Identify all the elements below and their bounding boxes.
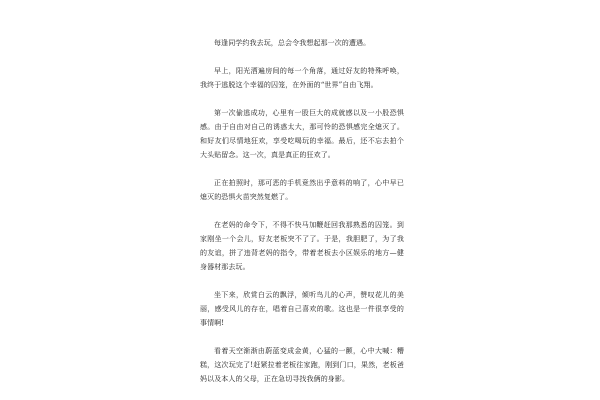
paragraph-2: 早上，阳光洒遍房间的每一个角落，通过好友的特殊呼唤，我终于逃脱这个幸福的囚笼，在外面的“世界”自由飞翔。	[200, 67, 404, 89]
paragraph-6: 坐下来，欣赏白云的飘浮，倾听鸟儿的心声，赞叹花儿的美丽，感受风儿的存在，唱着自己喜欢的歌。这也是一件很享受的事情啊!	[200, 291, 404, 327]
paragraph-5: 在老妈的命令下，不得不快马加鞭赶回我那熟悉的囚笼。到家刚坐一个会儿，好友老板突不了了。于是，我胆肥了，为了我的友谊，拼了违背老妈的指令，带着老板去小区娱乐的地方—健身器材那去玩。	[200, 221, 404, 271]
paragraph-3: 第一次偷逃成功，心里有一股巨大的成就感以及一小股恐惧感。由于自由对自己的诱惑太大，那可怜的恐惧感完全熄灭了。和好友们尽情地狂欢，享受吃喝玩的幸福。最后，还不忘去拍个大头贴留念。这一次，真是真正的狂欢了。	[200, 109, 404, 159]
document-body	[200, 36, 404, 400]
paragraph-1: 每逢同学约我去玩，总会令我想起那一次的遭遇。	[214, 39, 371, 47]
paragraph-7: 看着天空渐渐由蔚蓝变成金黄，心猛的一颤，心中大喊：糟糕，这次玩完了!赶紧拉着老板往家跑，刚到门口，果然，老板爸妈以及本人的父母，正在急切寻找我俩的身影。	[200, 347, 404, 383]
paragraph-4: 正在拍照时，那可恶的手机竟然出乎意料的响了，心中早已熄灭的恐惧火苗突然复燃了。	[200, 179, 404, 201]
